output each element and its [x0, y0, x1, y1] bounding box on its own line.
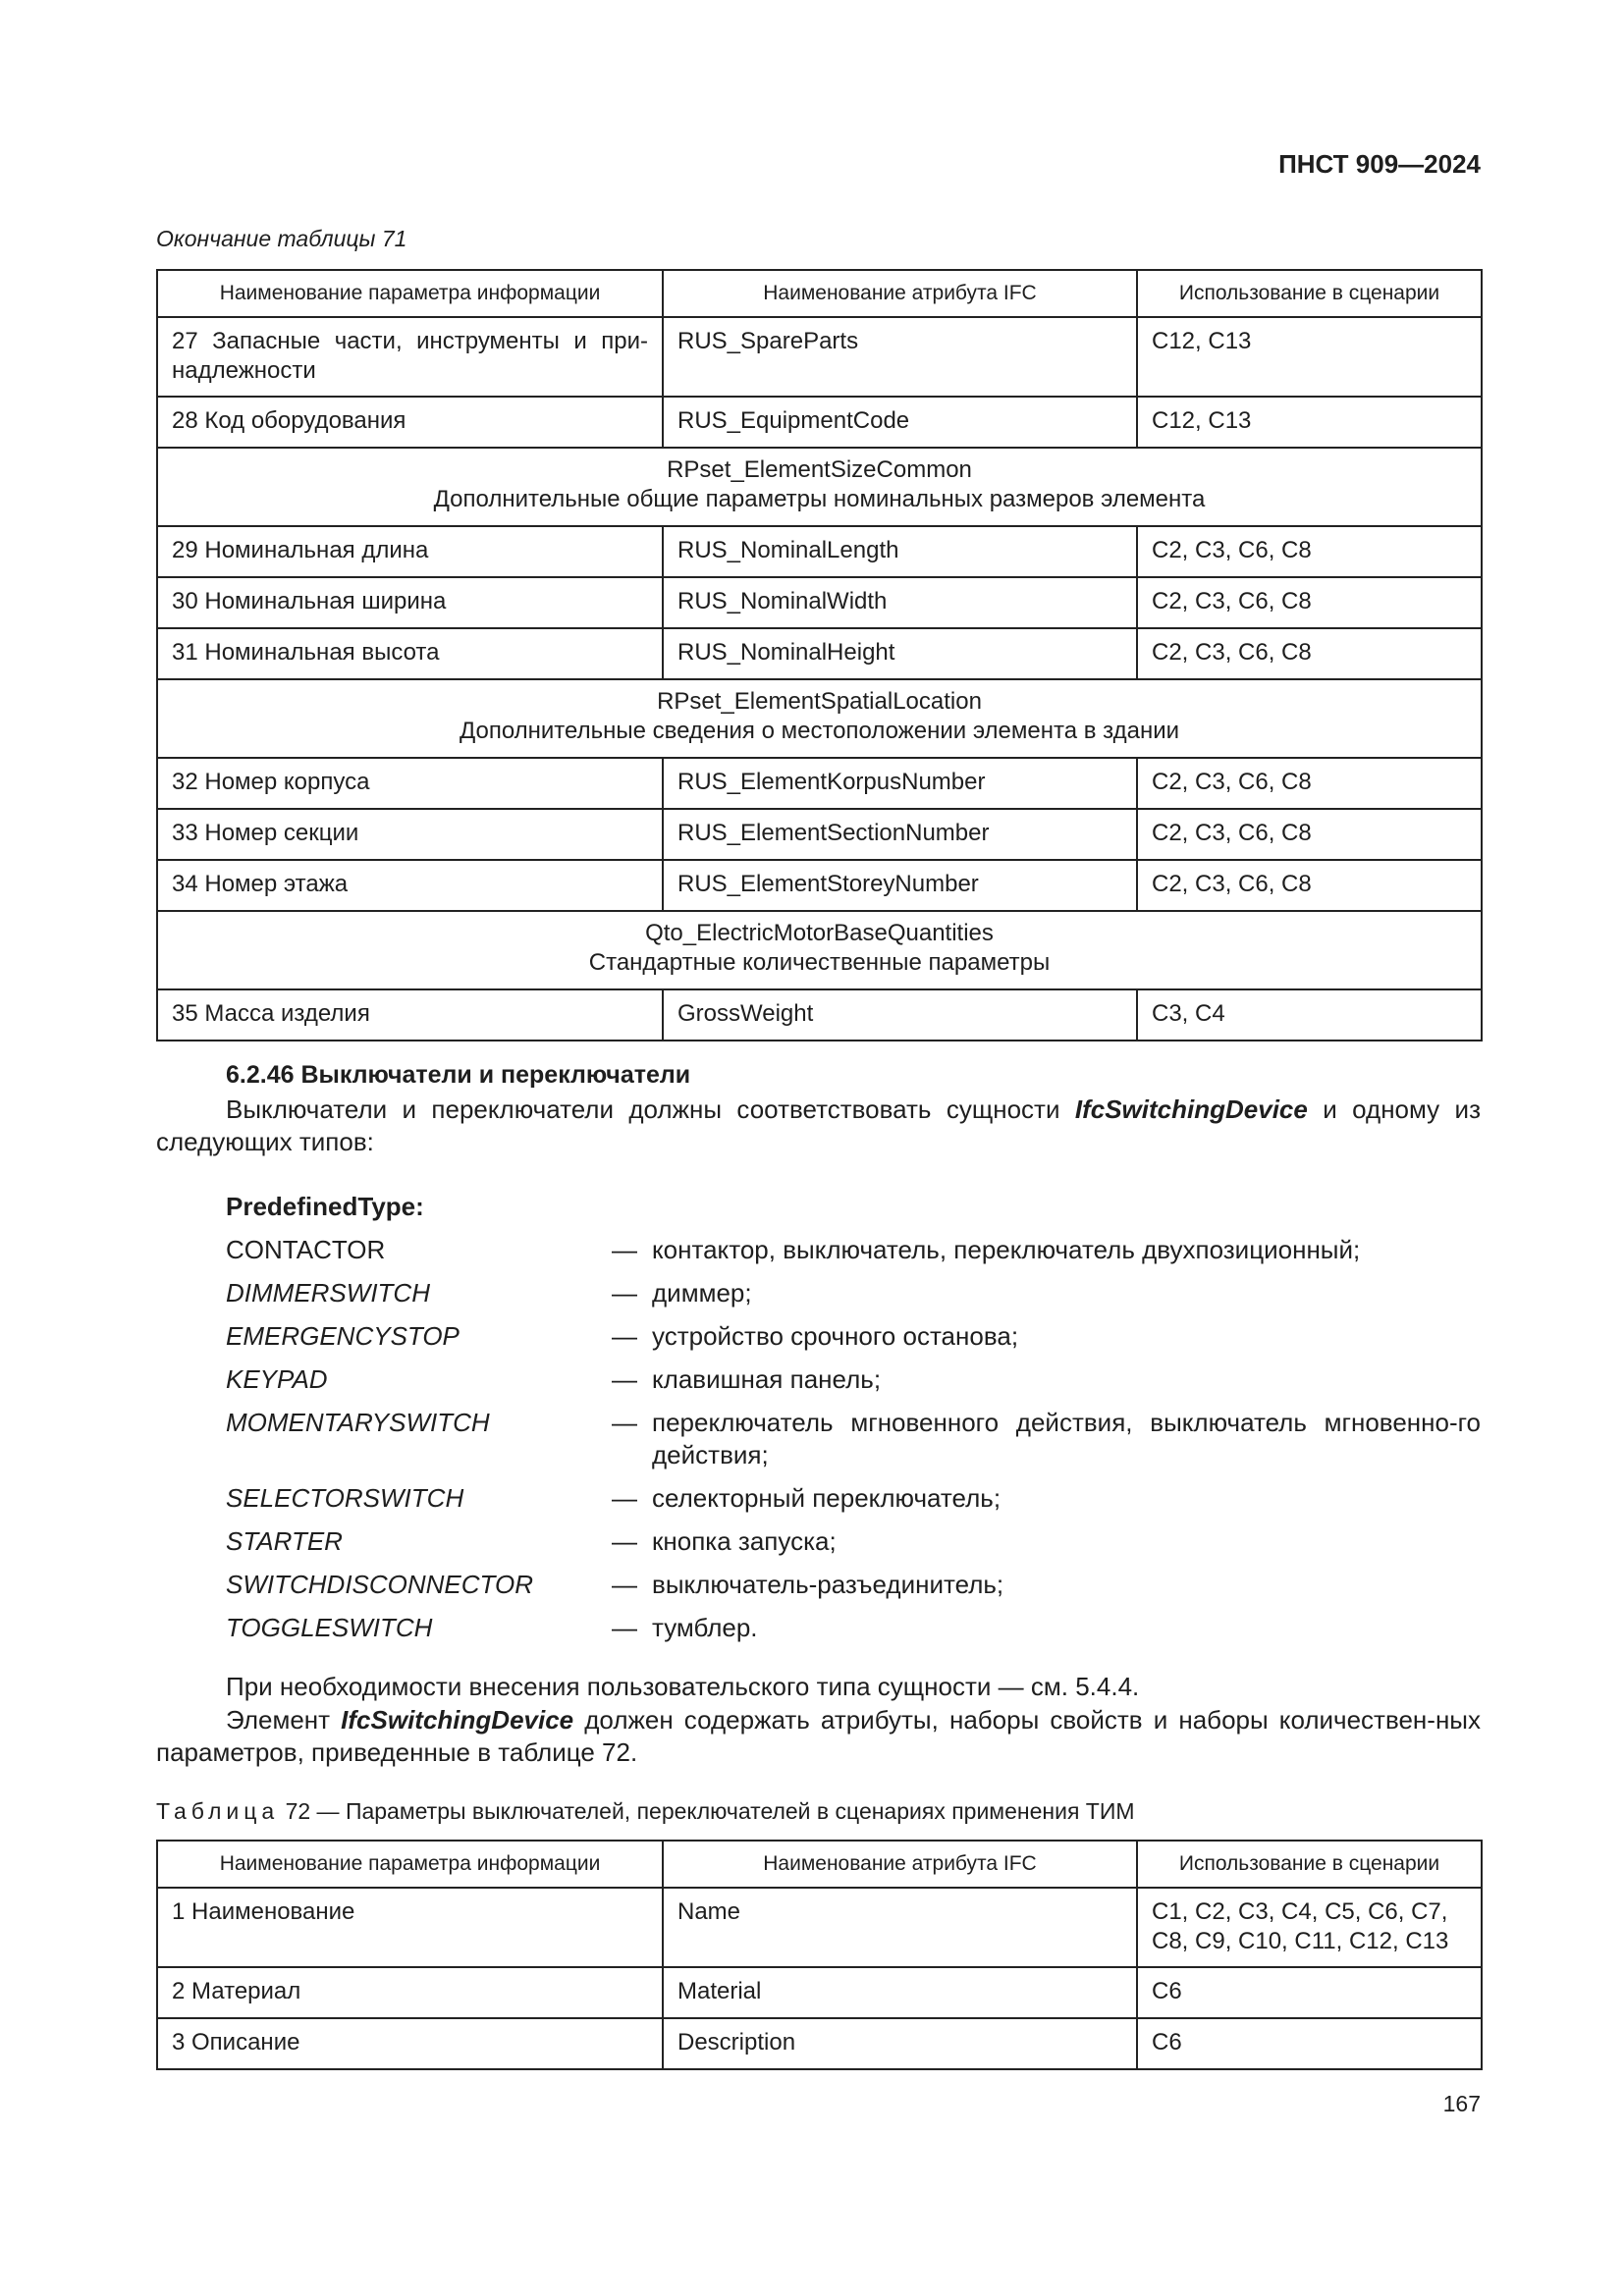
- type-code: EMERGENCYSTOP: [226, 1321, 460, 1351]
- type-code: KEYPAD: [226, 1364, 328, 1394]
- table-row: [157, 860, 1482, 911]
- column-header: Использование в сценарии: [1137, 1841, 1482, 1888]
- section-intro-paragraph: Выключатели и переключатели должны соответствовать сущности IfcSwitchingDevice и одному из следующих типов:: [156, 1095, 1482, 1156]
- attr-cell: RUS_SpareParts: [663, 317, 1137, 397]
- param-cell: 34 Номер этажа: [157, 860, 663, 911]
- table-row: [157, 2018, 1482, 2069]
- usage-cell: C2, C3, C6, C8: [1137, 577, 1482, 628]
- dash: —: [612, 1483, 637, 1513]
- param-cell: 29 Номинальная длина: [157, 526, 663, 577]
- param-cell: 31 Номинальная высота: [157, 628, 663, 679]
- attr-cell: GrossWeight: [663, 989, 1137, 1041]
- param-cell: 35 Масса изделия: [157, 989, 663, 1041]
- dash: —: [612, 1570, 637, 1599]
- group-row: [157, 911, 1482, 989]
- attr-cell: RUS_ElementKorpusNumber: [663, 758, 1137, 809]
- group-description: Стандартные количественные параметры: [588, 949, 1051, 976]
- type-code: CONTACTOR: [226, 1235, 386, 1264]
- usage-cell: C1, C2, C3, C4, C5, C6, C7, C8, C9, C10, C11, C12, C13: [1137, 1888, 1482, 1967]
- table-row: [157, 526, 1482, 577]
- table-row: [157, 577, 1482, 628]
- list-item: [226, 1612, 1481, 1655]
- entity-name: IfcSwitchingDevice: [341, 1705, 574, 1735]
- type-code: MOMENTARYSWITCH: [226, 1408, 490, 1437]
- attr-cell: Material: [663, 1967, 1137, 2018]
- usage-cell: C2, C3, C6, C8: [1137, 758, 1482, 809]
- group-row: [157, 679, 1482, 758]
- usage-cell: C2, C3, C6, C8: [1137, 860, 1482, 911]
- group-pset-name: Qto_ElectricMotorBaseQuantities: [645, 920, 994, 946]
- param-cell: 30 Номинальная ширина: [157, 577, 663, 628]
- list-item: [226, 1363, 1481, 1407]
- list-item: [226, 1320, 1481, 1363]
- type-code: SWITCHDISCONNECTOR: [226, 1570, 533, 1599]
- table-row: [157, 1888, 1482, 1967]
- element-paragraph: Элемент IfcSwitchingDevice должен содержать атрибуты, наборы свойств и наборы количествен-ных параметров, приведенные в таблице 72.: [156, 1705, 1481, 1767]
- table-header-row: [157, 270, 1482, 317]
- column-header: Наименование параметра информации: [157, 1841, 663, 1888]
- group-row: [157, 448, 1482, 526]
- usage-cell: C2, C3, C6, C8: [1137, 526, 1482, 577]
- attr-cell: RUS_ElementStoreyNumber: [663, 860, 1137, 911]
- list-item: [226, 1407, 1481, 1482]
- group-cell: [157, 679, 1482, 758]
- column-header: Наименование атрибута IFC: [663, 270, 1137, 317]
- attr-cell: RUS_NominalHeight: [663, 628, 1137, 679]
- type-code: STARTER: [226, 1526, 343, 1556]
- table-row: [157, 758, 1482, 809]
- type-code: SELECTORSWITCH: [226, 1483, 464, 1513]
- table-72: [156, 1840, 1483, 2070]
- type-description: клавишная панель;: [652, 1364, 882, 1394]
- type-description: контактор, выключатель, переключатель двухпозиционный;: [652, 1235, 1361, 1264]
- group-description: Дополнительные общие параметры номинальных размеров элемента: [433, 486, 1206, 512]
- param-cell: 2 Материал: [157, 1967, 663, 2018]
- param-cell: 33 Номер секции: [157, 809, 663, 860]
- table-72-caption: Таблица 72 — Параметры выключателей, переключателей в сценариях применения ТИМ: [156, 1798, 1135, 1824]
- type-description: кнопка запуска;: [652, 1526, 837, 1556]
- usage-cell: C12, C13: [1137, 317, 1482, 397]
- table-row: [157, 809, 1482, 860]
- type-description: выключатель-разъединитель;: [652, 1570, 1004, 1599]
- usage-cell: C3, C4: [1137, 989, 1482, 1041]
- dash: —: [612, 1235, 637, 1264]
- usage-cell: C2, C3, C6, C8: [1137, 628, 1482, 679]
- entity-name: IfcSwitchingDevice: [1074, 1095, 1308, 1124]
- usage-cell: C6: [1137, 2018, 1482, 2069]
- group-pset-name: RPset_ElementSizeCommon: [667, 456, 972, 483]
- table-row: [157, 317, 1482, 397]
- type-description: устройство срочного останова;: [652, 1321, 1019, 1351]
- group-description: Дополнительные сведения о местоположении элемента в здании: [459, 718, 1180, 744]
- user-type-note: При необходимости внесения пользовательского типа сущности — см. 5.4.4.: [226, 1672, 1140, 1701]
- group-cell: [157, 911, 1482, 989]
- table-label: Таблица: [156, 1798, 280, 1824]
- usage-cell: C12, C13: [1137, 397, 1482, 448]
- list-item: [226, 1234, 1481, 1277]
- type-description: переключатель мгновенного действия, выключатель мгновенно-го действия;: [652, 1408, 1481, 1469]
- column-header: Использование в сценарии: [1137, 270, 1482, 317]
- type-code: TOGGLESWITCH: [226, 1613, 433, 1642]
- document-code: ПНСТ 909—2024: [1278, 149, 1481, 179]
- dash: —: [612, 1278, 637, 1308]
- dash: —: [612, 1321, 637, 1351]
- page-number: 167: [1442, 2091, 1481, 2116]
- predefined-type-list: [226, 1234, 1481, 1655]
- dash: —: [612, 1613, 637, 1642]
- usage-cell: C6: [1137, 1967, 1482, 2018]
- table-71-continuation-caption: Окончание таблицы 71: [156, 226, 407, 251]
- param-cell: 28 Код оборудования: [157, 397, 663, 448]
- type-description: селекторный переключатель;: [652, 1483, 1001, 1513]
- param-cell: 3 Описание: [157, 2018, 663, 2069]
- usage-cell: C2, C3, C6, C8: [1137, 809, 1482, 860]
- section-title: 6.2.46 Выключатели и переключатели: [226, 1061, 691, 1089]
- attr-cell: RUS_NominalWidth: [663, 577, 1137, 628]
- predefined-type-heading: PredefinedType:: [226, 1192, 424, 1221]
- param-cell: 27 Запасные части, инструменты и при-надлежности: [157, 317, 663, 397]
- group-cell: [157, 448, 1482, 526]
- attr-cell: RUS_ElementSectionNumber: [663, 809, 1137, 860]
- type-code: DIMMERSWITCH: [226, 1278, 430, 1308]
- table-row: [157, 397, 1482, 448]
- type-description: тумблер.: [652, 1613, 758, 1642]
- table-row: [157, 628, 1482, 679]
- list-item: [226, 1277, 1481, 1320]
- dash: —: [612, 1408, 637, 1437]
- column-header: Наименование атрибута IFC: [663, 1841, 1137, 1888]
- attr-cell: Description: [663, 2018, 1137, 2069]
- table-header-row: [157, 1841, 1482, 1888]
- attr-cell: RUS_EquipmentCode: [663, 397, 1137, 448]
- param-cell: 32 Номер корпуса: [157, 758, 663, 809]
- list-item: [226, 1569, 1481, 1612]
- attr-cell: Name: [663, 1888, 1137, 1967]
- param-cell: 1 Наименование: [157, 1888, 663, 1967]
- dash: —: [612, 1526, 637, 1556]
- table-row: [157, 989, 1482, 1041]
- list-item: [226, 1525, 1481, 1569]
- table-71: [156, 269, 1483, 1041]
- attr-cell: RUS_NominalLength: [663, 526, 1137, 577]
- type-description: диммер;: [652, 1278, 752, 1308]
- group-pset-name: RPset_ElementSpatialLocation: [657, 688, 982, 715]
- table-row: [157, 1967, 1482, 2018]
- dash: —: [612, 1364, 637, 1394]
- column-header: Наименование параметра информации: [157, 270, 663, 317]
- list-item: [226, 1482, 1481, 1525]
